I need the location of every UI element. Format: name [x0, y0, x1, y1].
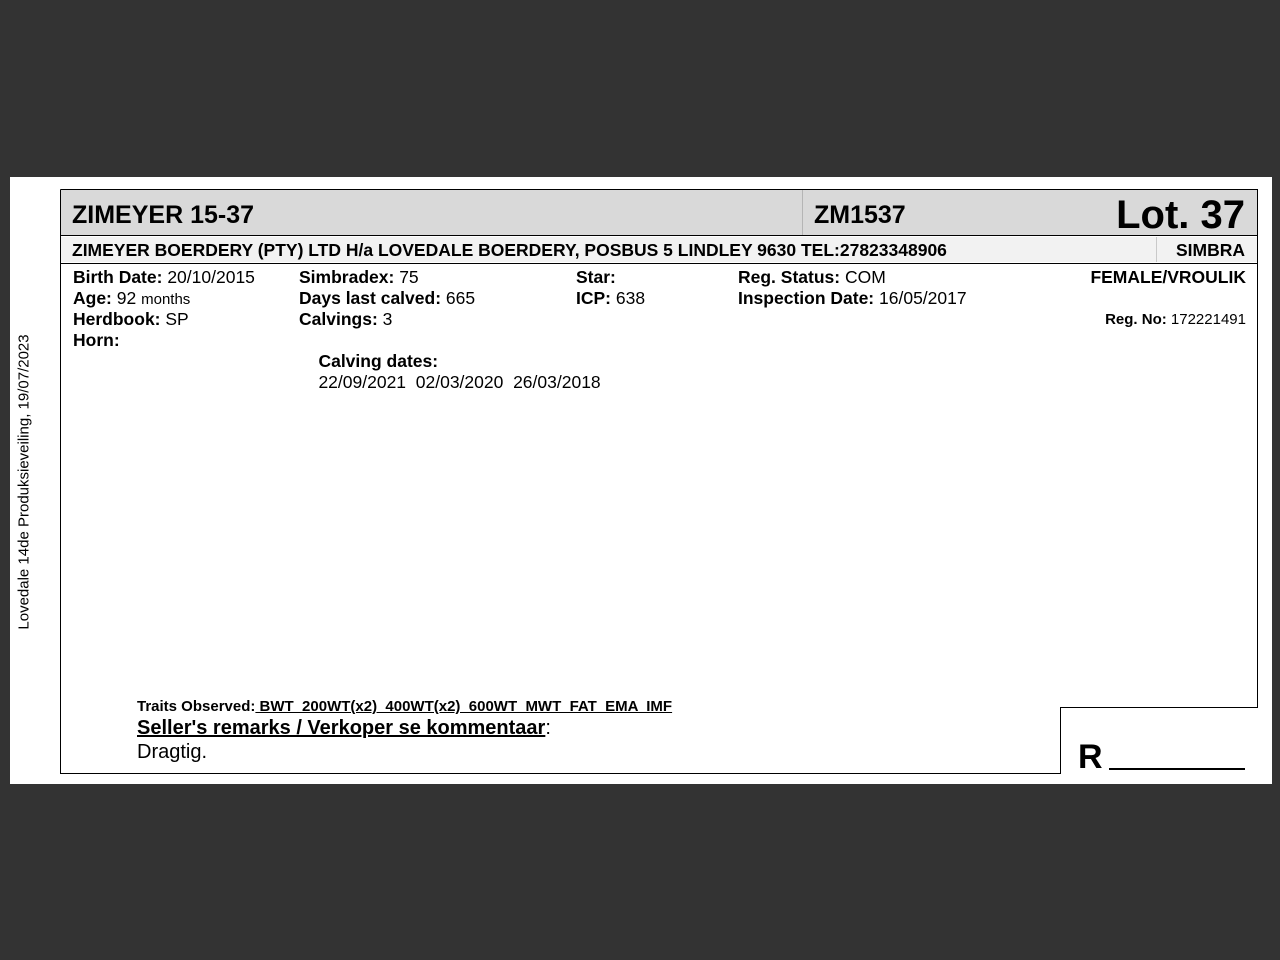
breeder-header [61, 237, 1257, 262]
sex: FEMALE/VROULIK [1090, 267, 1246, 287]
reg-status [738, 267, 886, 288]
remarks-text: Dragtig. [137, 741, 208, 763]
star-label: Star: [576, 267, 616, 287]
calving-dates [299, 330, 601, 414]
herdbook-label: Herdbook: [73, 309, 161, 329]
remarks-title: Seller's remarks / Verkoper se kommentaar [137, 717, 546, 739]
star [576, 267, 616, 288]
reg-status-label: Reg. Status: [738, 267, 841, 287]
breeder-divider [1156, 237, 1157, 262]
lot-card [60, 189, 1258, 774]
remarks-colon: : [545, 717, 551, 739]
remarks-heading [137, 717, 551, 740]
traits-observed [137, 698, 672, 715]
calvings [299, 309, 392, 330]
icp [576, 288, 645, 309]
traits-label: Traits Observed: [137, 698, 256, 715]
simbradex-label: Simbradex: [299, 267, 395, 287]
age-unit: months [141, 291, 191, 308]
breeder-info: ZIMEYER BOERDERY (PTY) LTD H/a LOVEDALE BOERDERY, POSBUS 5 LINDLEY 9630 TEL:27823348906 [72, 240, 947, 260]
inspection-date-label: Inspection Date: [738, 288, 875, 308]
reg-no [1105, 309, 1246, 330]
animal-id: ZM1537 [814, 201, 906, 229]
days-last-calved-value: 665 [445, 288, 476, 308]
calvings-value: 3 [382, 309, 393, 329]
price-box [1060, 707, 1258, 774]
birth-date [73, 267, 255, 288]
days-last-calved [299, 288, 475, 309]
birth-date-value: 20/10/2015 [167, 267, 255, 287]
herdbook-value: SP [165, 309, 189, 329]
inspection-date-value: 16/05/2017 [879, 288, 967, 308]
simbradex [299, 267, 419, 288]
header-divider [802, 190, 803, 235]
reg-no-label: Reg. No: [1105, 311, 1167, 328]
reg-status-value: COM [844, 267, 886, 287]
price-blank-line [1109, 768, 1245, 770]
days-last-calved-label: Days last calved: [299, 288, 442, 308]
calving-dates-label: Calving dates: [318, 351, 439, 371]
simbradex-value: 75 [399, 267, 419, 287]
inspection-date [738, 288, 967, 309]
horn-label: Horn: [73, 330, 120, 350]
age-value: 92 [116, 288, 137, 308]
traits-list: BWT 200WT(x2) 400WT(x2) 600WT MWT FAT EMA IMF [255, 698, 673, 715]
birth-date-label: Birth Date: [73, 267, 163, 287]
age [73, 288, 190, 310]
horn [73, 330, 120, 351]
age-label: Age: [73, 288, 112, 308]
icp-label: ICP: [576, 288, 611, 308]
icp-value: 638 [615, 288, 646, 308]
lot-header [61, 190, 1257, 235]
auction-caption: Lovedale 14de Produksieveiling, 19/07/2023 [15, 334, 33, 630]
calvings-label: Calvings: [299, 309, 378, 329]
price-currency: R [1078, 738, 1103, 776]
lot-number: Lot. 37 [1116, 193, 1245, 237]
calving-dates-value: 22/09/2021 02/03/2020 26/03/2018 [318, 372, 601, 392]
herdbook [73, 309, 189, 330]
reg-no-value: 172221491 [1170, 311, 1246, 328]
animal-name: ZIMEYER 15-37 [72, 201, 255, 229]
breed: SIMBRA [1175, 240, 1245, 260]
